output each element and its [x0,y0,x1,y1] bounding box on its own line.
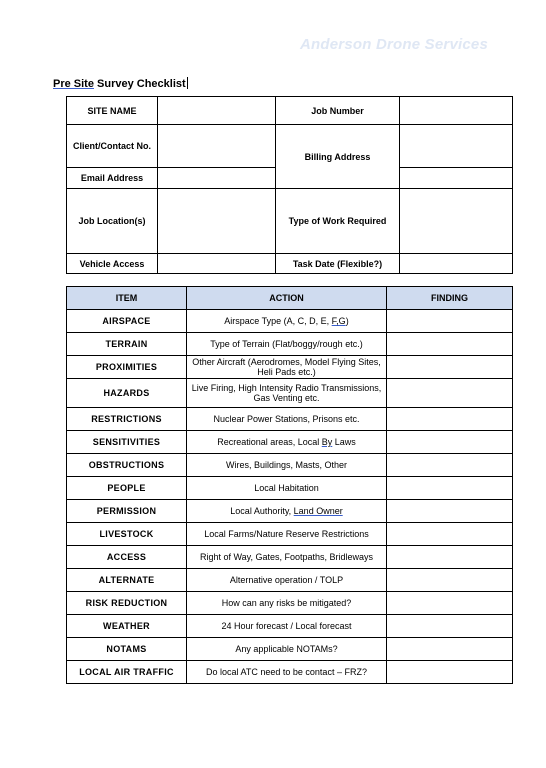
action-text: Airspace Type (A, C, D, E, [224,316,332,326]
brand-watermark: Anderson Drone Services [300,36,488,53]
vehicle-access-field[interactable] [158,254,276,274]
text-cursor [187,77,188,89]
checklist-item: PERMISSION [67,500,187,523]
table-row [67,310,513,333]
checklist-action [187,356,387,379]
task-date-field[interactable] [400,254,513,274]
table-row [67,356,513,379]
checklist-action [187,661,387,684]
checklist-item: LIVESTOCK [67,523,187,546]
job-number-field[interactable] [400,97,513,125]
type-of-work-field[interactable] [400,189,513,254]
checklist-item: OBSTRUCTIONS [67,454,187,477]
title-rest: Survey Checklist [93,78,186,90]
site-info-table [66,96,513,274]
action-text: How can any risks be mitigated? [221,598,352,608]
checklist-action [187,408,387,431]
checklist-action [187,592,387,615]
column-header-item: ITEM [67,287,187,310]
checklist-item: ALTERNATE [67,569,187,592]
checklist-finding-field[interactable] [387,333,513,356]
checklist-item: WEATHER [67,615,187,638]
checklist-action [187,500,387,523]
table-row [67,615,513,638]
checklist-finding-field[interactable] [387,408,513,431]
table-row [67,333,513,356]
job-location-label: Job Location(s) [67,189,158,254]
client-contact-label: Client/Contact No. [67,125,158,168]
checklist-action [187,523,387,546]
action-text: Any applicable NOTAMs? [235,644,338,654]
site-name-label: SITE NAME [67,97,158,125]
site-name-field[interactable] [158,97,276,125]
action-text: Right of Way, Gates, Footpaths, Bridleways [199,552,374,562]
checklist-item: RESTRICTIONS [67,408,187,431]
billing-address-field[interactable] [400,125,513,168]
column-header-action: ACTION [187,287,387,310]
checklist-finding-field[interactable] [387,661,513,684]
checklist-action [187,379,387,408]
checklist-action [187,638,387,661]
client-contact-field[interactable] [158,125,276,168]
action-underlined-text: Land Owner [293,506,343,516]
title-prefix: Pre Site [53,78,94,90]
job-location-field[interactable] [158,189,276,254]
checklist-finding-field[interactable] [387,356,513,379]
checklist-action [187,310,387,333]
checklist-action [187,431,387,454]
column-header-finding: FINDING [387,287,513,310]
table-row [67,523,513,546]
table-row [67,379,513,408]
document-title [53,77,188,90]
task-date-label: Task Date (Flexible?) [276,254,400,274]
checklist-finding-field[interactable] [387,454,513,477]
table-row [67,546,513,569]
action-tail-text: ) [345,316,349,326]
checklist-item: HAZARDS [67,379,187,408]
checklist-item: PROXIMITIES [67,356,187,379]
action-underlined-text: By [321,437,333,447]
action-text: Other Aircraft (Aerodromes, Model Flying Sites, Heli Pads etc.) [192,357,381,377]
table-row [67,569,513,592]
checklist-item: TERRAIN [67,333,187,356]
action-text: Local Farms/Nature Reserve Restrictions [204,529,369,539]
checklist-action [187,615,387,638]
action-text: Wires, Buildings, Masts, Other [225,460,348,470]
table-row [67,592,513,615]
email-address-label: Email Address [67,168,158,189]
checklist-body [67,310,513,684]
billing-address-label: Billing Address [276,125,400,189]
action-tail-text: Laws [332,437,356,447]
job-number-label: Job Number [276,97,400,125]
checklist-item: SENSITIVITIES [67,431,187,454]
table-row [67,431,513,454]
checklist-item: ACCESS [67,546,187,569]
checklist-action [187,477,387,500]
table-row [67,454,513,477]
checklist-item: PEOPLE [67,477,187,500]
type-of-work-label: Type of Work Required [276,189,400,254]
checklist-finding-field[interactable] [387,592,513,615]
action-text: Live Firing, High Intensity Radio Transmissions, Gas Venting etc. [191,383,382,403]
table-row [67,661,513,684]
checklist-finding-field[interactable] [387,431,513,454]
checklist-item: AIRSPACE [67,310,187,333]
checklist-finding-field[interactable] [387,310,513,333]
checklist-finding-field[interactable] [387,523,513,546]
checklist-finding-field[interactable] [387,477,513,500]
table-row [67,477,513,500]
checklist-finding-field[interactable] [387,638,513,661]
action-text: Local Habitation [254,483,319,493]
billing-address-field-2[interactable] [400,168,513,189]
checklist-item: NOTAMS [67,638,187,661]
checklist-finding-field[interactable] [387,569,513,592]
email-address-field[interactable] [158,168,276,189]
checklist-finding-field[interactable] [387,379,513,408]
action-text: Do local ATC need to be contact – FRZ? [206,667,367,677]
action-text: Type of Terrain (Flat/boggy/rough etc.) [210,339,363,349]
action-text: Alternative operation / TOLP [229,575,344,585]
checklist-table [66,286,513,684]
checklist-action [187,454,387,477]
checklist-action [187,569,387,592]
checklist-action [187,333,387,356]
action-text: 24 Hour forecast / Local forecast [221,621,352,631]
table-row [67,500,513,523]
action-text: Nuclear Power Stations, Prisons etc. [213,414,360,424]
action-underlined-text: F,G [331,316,346,326]
checklist-finding-field[interactable] [387,615,513,638]
action-text: Local Authority, [230,506,294,516]
checklist-item: LOCAL AIR TRAFFIC [67,661,187,684]
checklist-finding-field[interactable] [387,500,513,523]
action-text: Recreational areas, Local [217,437,322,447]
vehicle-access-label: Vehicle Access [67,254,158,274]
checklist-item: RISK REDUCTION [67,592,187,615]
checklist-action [187,546,387,569]
checklist-finding-field[interactable] [387,546,513,569]
table-row [67,408,513,431]
table-row [67,638,513,661]
